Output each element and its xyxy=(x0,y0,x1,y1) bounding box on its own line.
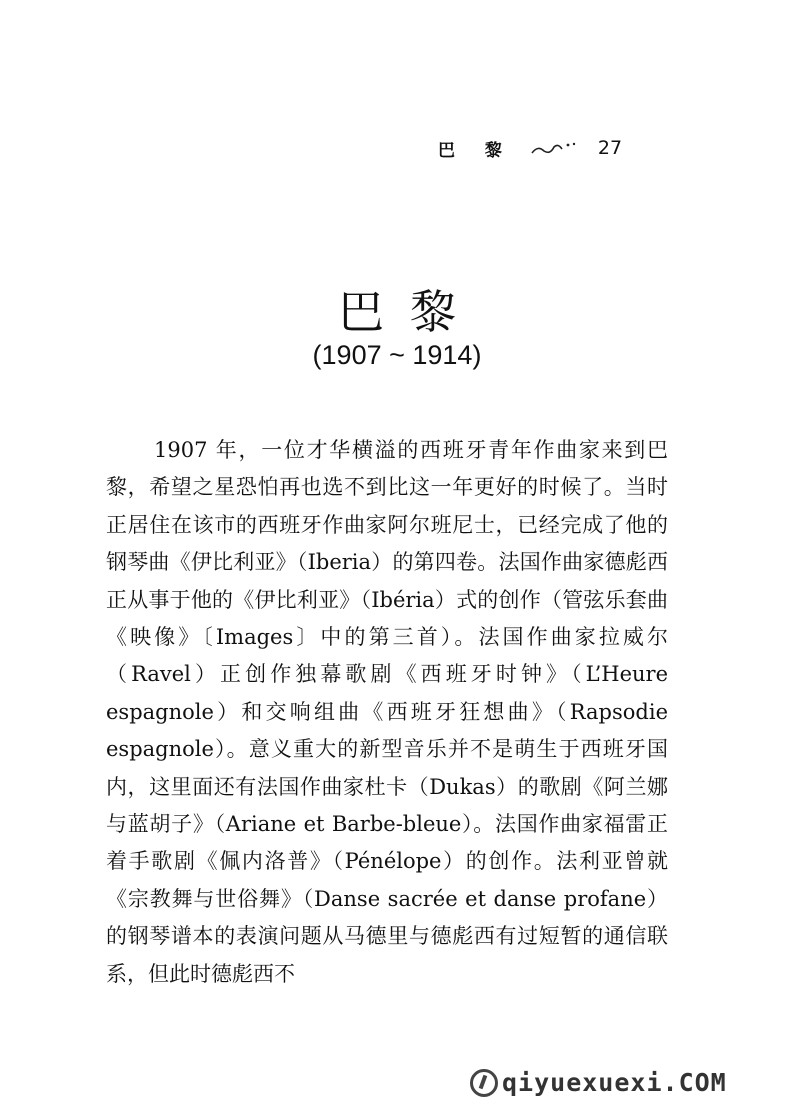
watermark-text: qiyuexuexi.COM xyxy=(502,1068,727,1097)
watermark xyxy=(470,1068,727,1097)
ornament-icon xyxy=(530,141,580,155)
chapter-years: (1907 ~ 1914) xyxy=(312,340,482,370)
body-paragraph: 1907 年，一位才华横溢的西班牙青年作曲家来到巴黎，希望之星恐怕再也选不到比这一年更好的时候了。当时正居住在该市的西班牙作曲家阿尔班尼士，已经完成了他的钢琴曲《伊比利亚》（Iberia）的第四卷。法国作曲家德彪西正从事于他的《伊比利亚》（Ibéria）式的创作（管弦乐套曲《映像》〔Images〕中的第三首）。法国作曲家拉威尔（Ravel）正创作独幕歌剧《西班牙时钟》（L’Heure espagnole）和交响组曲《西班牙狂想曲》（Rapsodie espagnole）。意义重大的新型音乐并不是萌生于西班牙国内，这里面还有法国作曲家杜卡（Dukas）的歌剧《阿兰娜与蓝胡子》（Ariane et Barbe-bleue）。法国作曲家福雷正着手歌剧《佩内洛普》（Pénélope）的创作。法利亚曾就《宗教舞与世俗舞》（Danse sacrée et danse profane）的钢琴谱本的表演问题从马德里与德彪西有过短暂的通信联系，但此时德彪西不 xyxy=(106,438,668,986)
running-title: 巴 黎 xyxy=(438,140,514,161)
chapter-title: 巴黎 xyxy=(338,285,482,339)
running-header xyxy=(438,134,622,162)
watermark-logo-icon xyxy=(470,1069,498,1097)
page-number: 27 xyxy=(597,137,623,159)
